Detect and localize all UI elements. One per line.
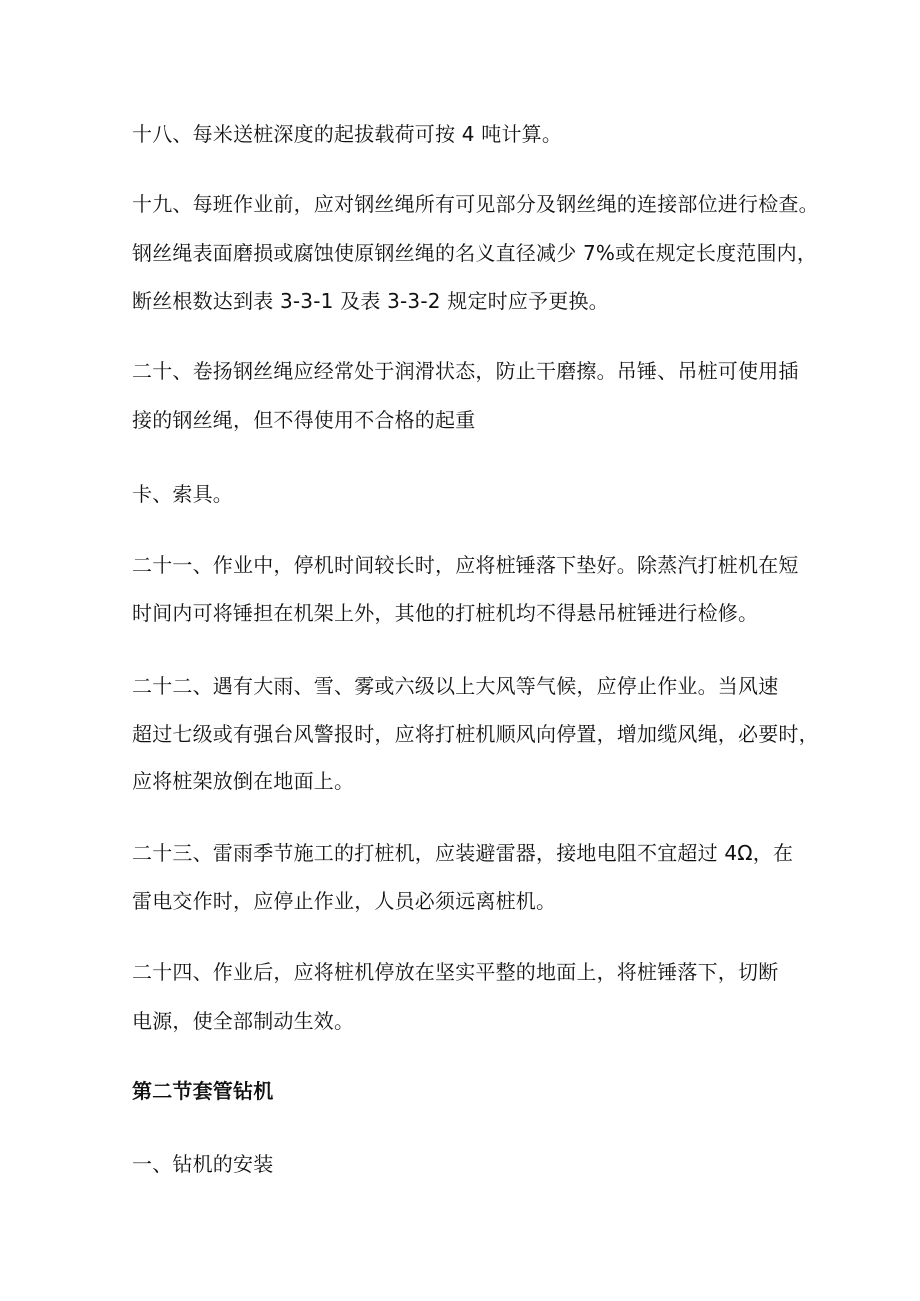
paragraph-19-line-1: 十九、每班作业前，应对钢丝绳所有可见部分及钢丝绳的连接部位进行检查。 xyxy=(132,192,819,216)
paragraph-19-line-2: 钢丝绳表面磨损或腐蚀使原钢丝绳的名义直径减少 7%或在规定长度范围内， xyxy=(132,241,818,265)
paragraph-22-line-2: 超过七级或有强台风警报时，应将打桩机顺风向停置，增加缆风绳，必要时， xyxy=(132,722,819,746)
paragraph-22-line-3: 应将桩架放倒在地面上。 xyxy=(132,769,355,793)
paragraph-20-continuation: 卡、索具。 xyxy=(132,482,233,506)
paragraph-20-line-1: 二十、卷扬钢丝绳应经常处于润滑状态，防止干磨擦。吊锤、吊桩可使用插 xyxy=(132,359,799,383)
paragraph-23-line-1: 二十三、雷雨季节施工的打桩机，应装避雷器，接地电阻不宜超过 4Ω，在 xyxy=(132,841,794,865)
paragraph-23-line-2: 雷电交作时，应停止作业，人员必须远离桩机。 xyxy=(132,889,557,913)
paragraph-18-line-1: 十八、每米送桩深度的起拔载荷可按 4 吨计算。 xyxy=(132,122,563,146)
paragraph-21-line-1: 二十一、作业中，停机时间较长时，应将桩锤落下垫好。除蒸汽打桩机在短 xyxy=(132,553,799,577)
subheading: 一、钻机的安装 xyxy=(132,1152,274,1176)
paragraph-22-line-1: 二十二、遇有大雨、雪、雾或六级以上大风等气候，应停止作业。当风速 xyxy=(132,674,779,698)
paragraph-24-line-1: 二十四、作业后，应将桩机停放在坚实平整的地面上，将桩锤落下，切断 xyxy=(132,960,779,984)
paragraph-19-line-3: 断丝根数达到表 3-3-1 及表 3-3-2 规定时应予更换。 xyxy=(132,289,609,313)
paragraph-24-line-2: 电源，使全部制动生效。 xyxy=(132,1009,355,1033)
paragraph-21-line-2: 时间内可将锤担在机架上外，其他的打桩机均不得悬吊桩锤进行检修。 xyxy=(132,601,759,625)
section-heading: 第二节套管钻机 xyxy=(132,1079,274,1103)
paragraph-20-line-2: 接的钢丝绳，但不得使用不合格的起重 xyxy=(132,408,476,432)
